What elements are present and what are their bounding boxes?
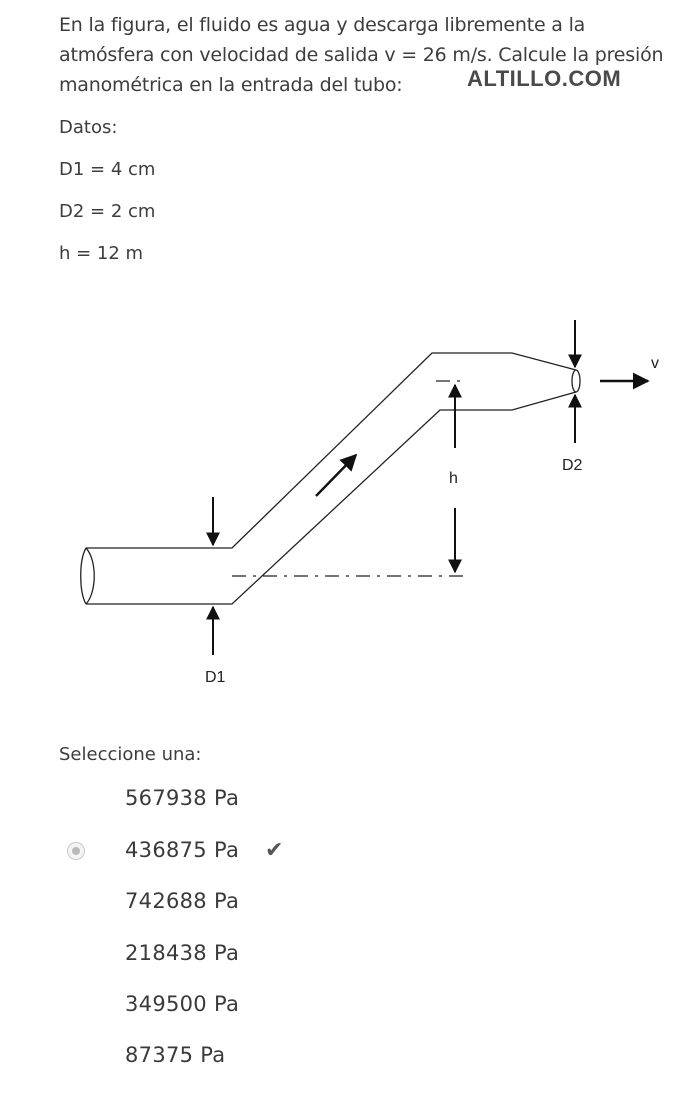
datos-item-h: h = 12 m bbox=[59, 243, 144, 264]
label-d2: D2 bbox=[562, 457, 583, 474]
watermark: ALTILLO.COM bbox=[467, 66, 622, 91]
datos-item-d1: D1 = 4 cm bbox=[59, 159, 156, 180]
pipe-outline bbox=[81, 353, 580, 604]
question-line-1: En la figura, el fluido es agua y descarga libremente a la bbox=[59, 14, 586, 36]
label-h: h bbox=[449, 470, 458, 487]
question-line-3: manométrica en la entrada del tubo: bbox=[59, 74, 403, 96]
dimension-arrow-icon bbox=[213, 320, 575, 655]
check-icon: ✔ bbox=[265, 838, 284, 863]
answer-option-4[interactable]: 218438 Pa bbox=[125, 941, 240, 965]
selected-radio-icon[interactable] bbox=[67, 842, 85, 860]
answer-option-6[interactable]: 87375 Pa bbox=[125, 1043, 226, 1067]
pipe-diagram bbox=[0, 300, 700, 700]
datos-title: Datos: bbox=[59, 117, 118, 138]
label-d1: D1 bbox=[205, 669, 226, 686]
datos-item-d2: D2 = 2 cm bbox=[59, 201, 156, 222]
reference-centerlines bbox=[232, 381, 468, 576]
answer-option-5[interactable]: 349500 Pa bbox=[125, 992, 240, 1016]
answer-option-2[interactable]: 436875 Pa bbox=[125, 838, 240, 862]
label-v: v bbox=[651, 355, 659, 372]
answer-prompt: Seleccione una: bbox=[59, 744, 202, 765]
answer-option-3[interactable]: 742688 Pa bbox=[125, 889, 240, 913]
answer-option-1[interactable]: 567938 Pa bbox=[125, 786, 240, 810]
question-line-2: atmósfera con velocidad de salida v = 26 m/s. Calcule la presión bbox=[59, 44, 664, 66]
